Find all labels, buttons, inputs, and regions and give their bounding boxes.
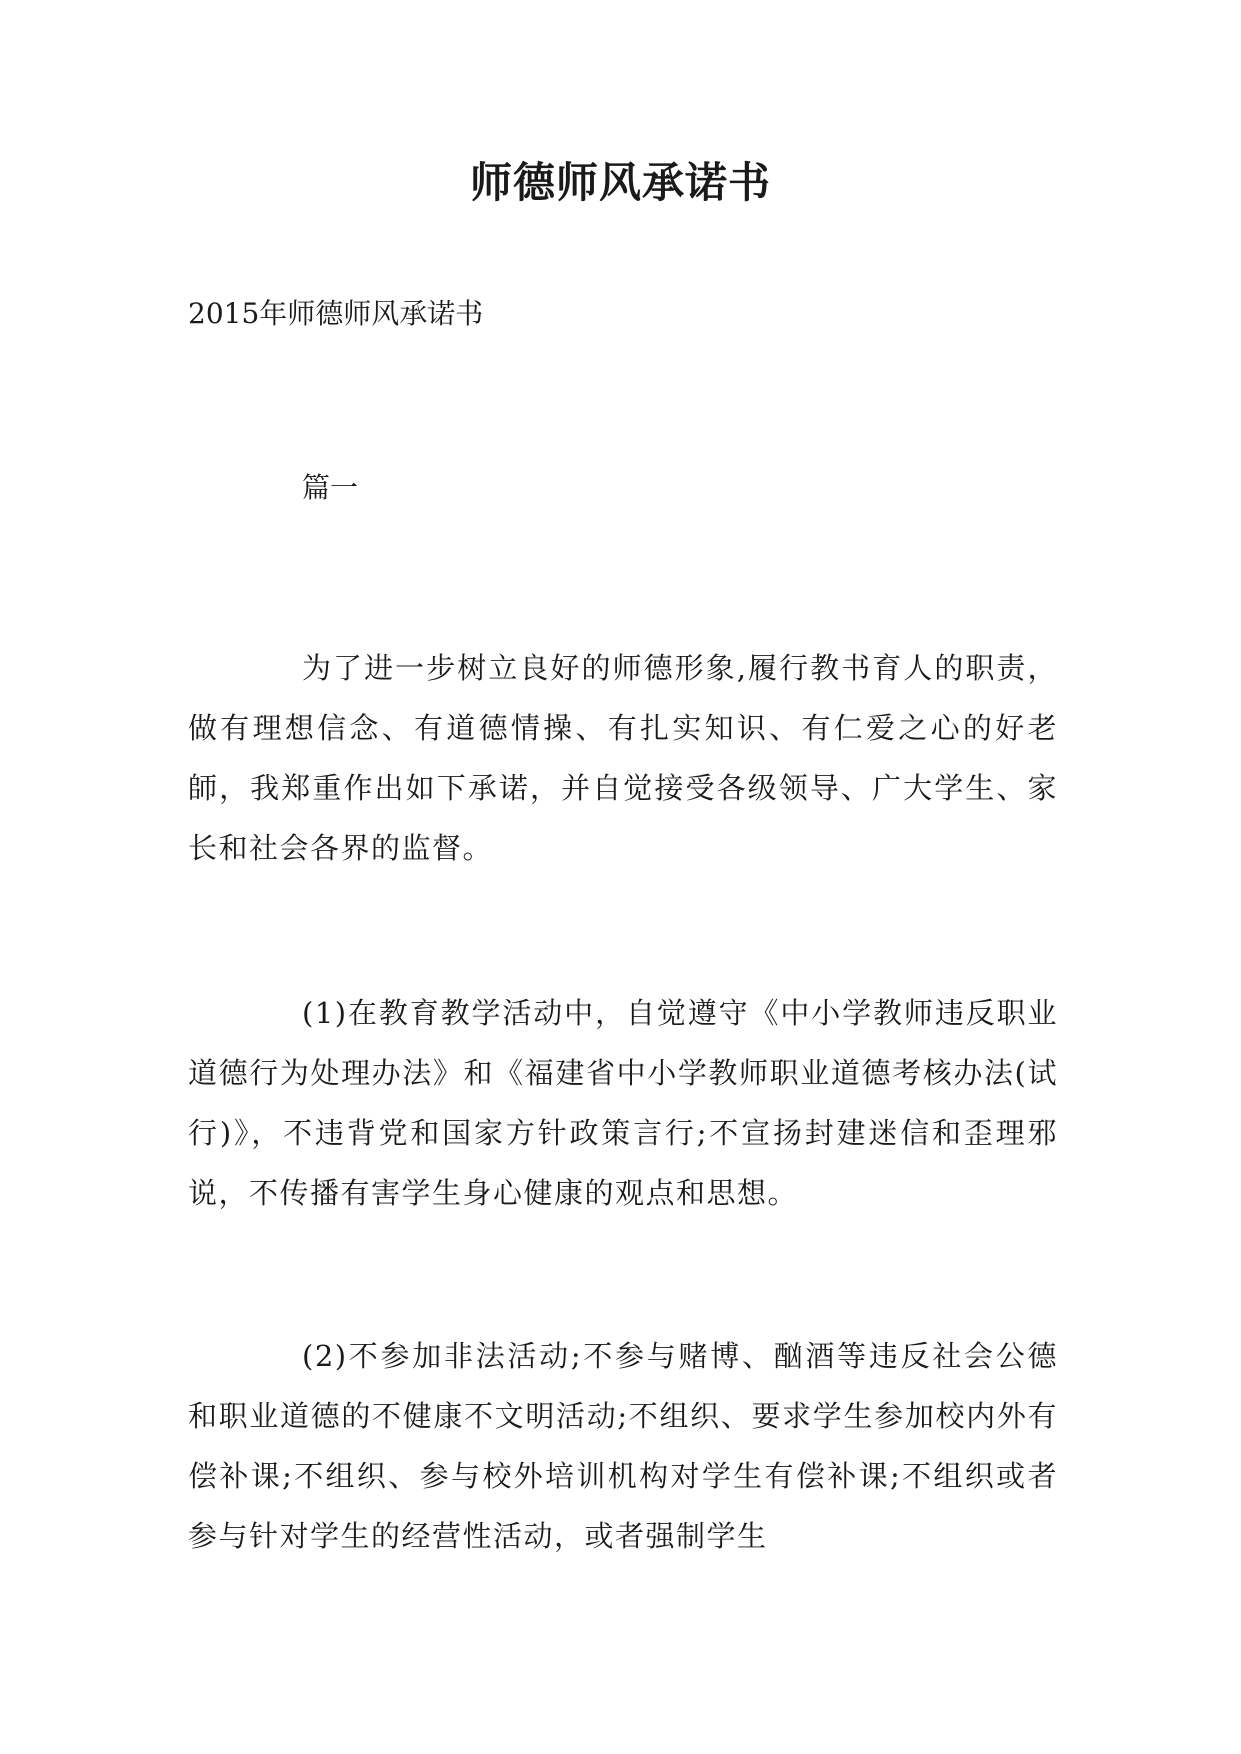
paragraph-commitment-1: (1)在教育教学活动中，自觉遵守《中小学教师违反职业道德行为处理办法》和《福建省中小学教师职业道德考核办法(试行)》，不违背党和国家方针政策言行;不宣扬封建迷信和歪理邪说，不传播有害学生身心健康的观点和思想。 <box>188 996 1058 1210</box>
section-heading: 篇一 <box>302 471 359 504</box>
document-subtitle: 2015年师德师风承诺书 <box>188 297 484 330</box>
paragraph-commitment-2: (2)不参加非法活动;不参与赌博、酗酒等违反社会公德和职业道德的不健康不文明活动;不组织、要求学生参加校内外有偿补课;不组织、参与校外培训机构对学生有偿补课;不组织或者参与针对学生的经营性活动，或者强制学生 <box>188 1339 1058 1553</box>
document-title: 师德师风承诺书 <box>469 158 771 207</box>
paragraph-intro: 为了进一步树立良好的师德形象,履行教书育人的职责，做有理想信念、有道德情操、有扎实知识、有仁爱之心的好老師，我郑重作出如下承诺，并自觉接受各级领导、广大学生、家长和社会各界的监督。 <box>188 651 1058 865</box>
